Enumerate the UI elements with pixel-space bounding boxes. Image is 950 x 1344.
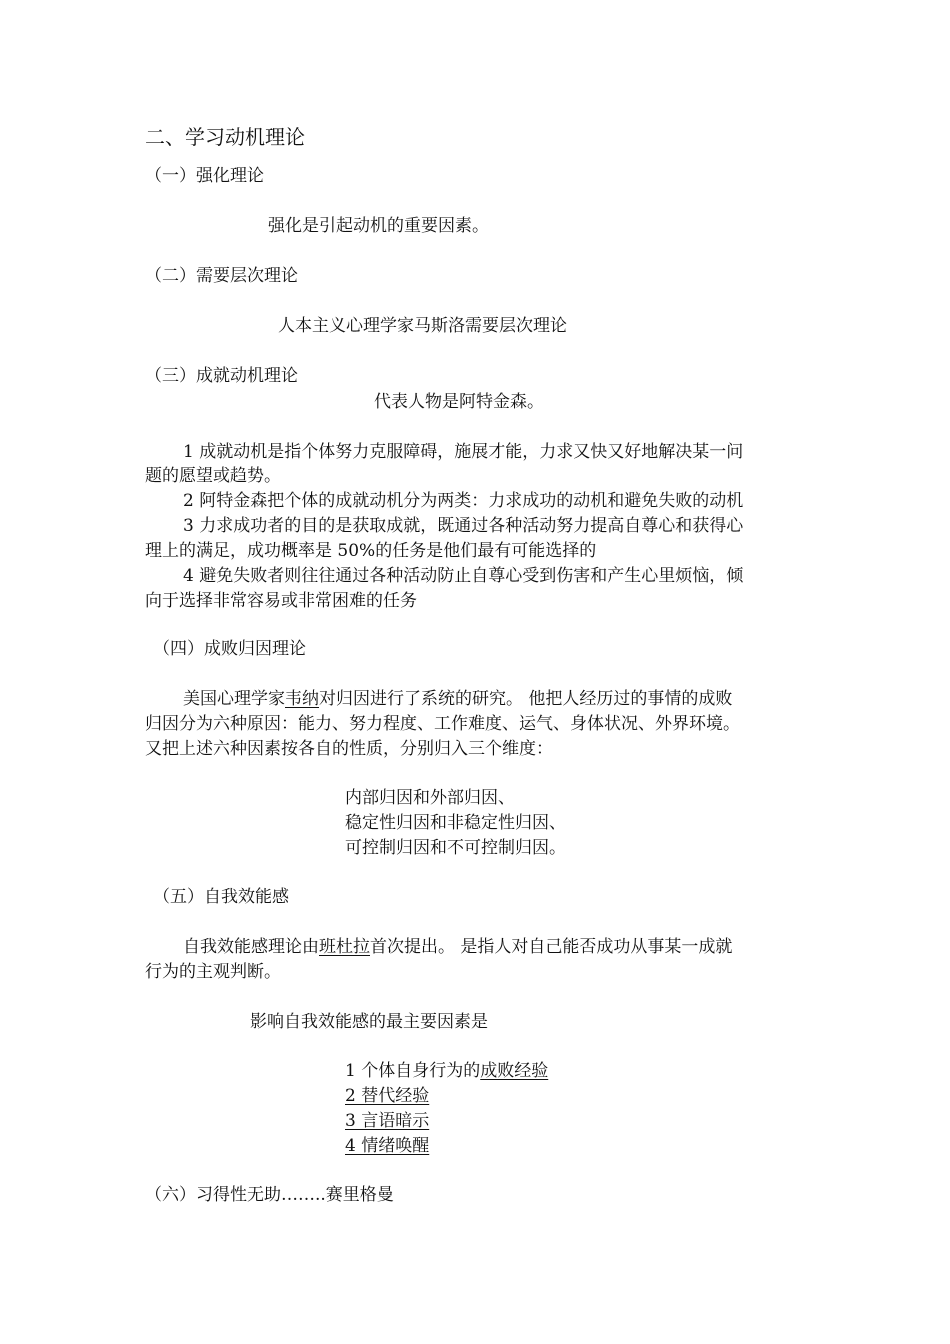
self-efficacy-text-pre: 自我效能感理论由 bbox=[183, 937, 319, 957]
self-efficacy-para-line-1 bbox=[183, 935, 732, 960]
factor-1-underlined: 成败经验 bbox=[480, 1061, 549, 1081]
attribution-para-line-2: 归因分为六种原因：能力、努力程度、工作难度、运气、身体状况、外界环境。 bbox=[145, 714, 740, 734]
heading-attribution: （四）成败归因理论 bbox=[153, 639, 306, 659]
heading-reinforcement: （一）强化理论 bbox=[145, 166, 264, 186]
bandura-name: 班杜拉 bbox=[319, 937, 370, 957]
factor-3: 3 言语暗示 bbox=[345, 1111, 430, 1131]
attribution-para-line-3: 又把上述六种因素按各自的性质，分别归入三个维度： bbox=[145, 739, 553, 759]
heading-achievement: （三）成就动机理论 bbox=[145, 366, 298, 386]
dimension-1: 内部归因和外部归因、 bbox=[345, 788, 515, 808]
factor-4: 4 情绪唤醒 bbox=[345, 1136, 430, 1156]
dimension-2: 稳定性归因和非稳定性归因、 bbox=[345, 813, 566, 833]
attribution-para-line-1 bbox=[183, 687, 732, 712]
heading-learned-helplessness: （六）习得性无助……..赛里格曼 bbox=[145, 1185, 394, 1205]
heading-self-efficacy: （五）自我效能感 bbox=[153, 887, 289, 907]
achievement-point-1b: 题的愿望或趋势。 bbox=[145, 466, 281, 486]
heading-needs-hierarchy: （二）需要层次理论 bbox=[145, 266, 298, 286]
achievement-point-3a: 3 力求成功者的目的是获取成就，既通过各种活动努力提高自尊心和获得心 bbox=[183, 516, 744, 536]
section-title: 二、学习动机理论 bbox=[145, 125, 305, 149]
needs-hierarchy-text: 人本主义心理学家马斯洛需要层次理论 bbox=[278, 316, 567, 336]
achievement-point-2: 2 阿特金森把个体的成就动机分为两类：力求成功的动机和避免失败的动机 bbox=[183, 491, 744, 511]
factor-1-pre: 1 个体自身行为的 bbox=[345, 1061, 481, 1081]
achievement-representative: 代表人物是阿特金森。 bbox=[374, 392, 544, 412]
weiner-name: 韦纳 bbox=[285, 689, 319, 709]
factors-title: 影响自我效能感的最主要因素是 bbox=[250, 1012, 488, 1032]
achievement-point-1a: 1 成就动机是指个体努力克服障碍，施展才能，力求又快又好地解决某一问 bbox=[183, 442, 744, 462]
reinforcement-text: 强化是引起动机的重要因素。 bbox=[268, 216, 489, 236]
self-efficacy-para-line-2: 行为的主观判断。 bbox=[145, 962, 281, 982]
achievement-point-4b: 向于选择非常容易或非常困难的任务 bbox=[145, 591, 417, 611]
achievement-point-4a: 4 避免失败者则往往通过各种活动防止自尊心受到伤害和产生心里烦恼，倾 bbox=[183, 566, 744, 586]
factor-2: 2 替代经验 bbox=[345, 1086, 430, 1106]
attribution-text-pre: 美国心理学家 bbox=[183, 689, 285, 709]
self-efficacy-text-post: 首次提出。 是指人对自己能否成功从事某一成就 bbox=[370, 937, 733, 957]
achievement-point-3b: 理上的满足，成功概率是 50%的任务是他们最有可能选择的 bbox=[145, 541, 597, 561]
dimension-3: 可控制归因和不可控制归因。 bbox=[345, 838, 566, 858]
factor-1 bbox=[345, 1059, 548, 1084]
attribution-text-post: 对归因进行了系统的研究。 他把人经历过的事情的成败 bbox=[319, 689, 733, 709]
